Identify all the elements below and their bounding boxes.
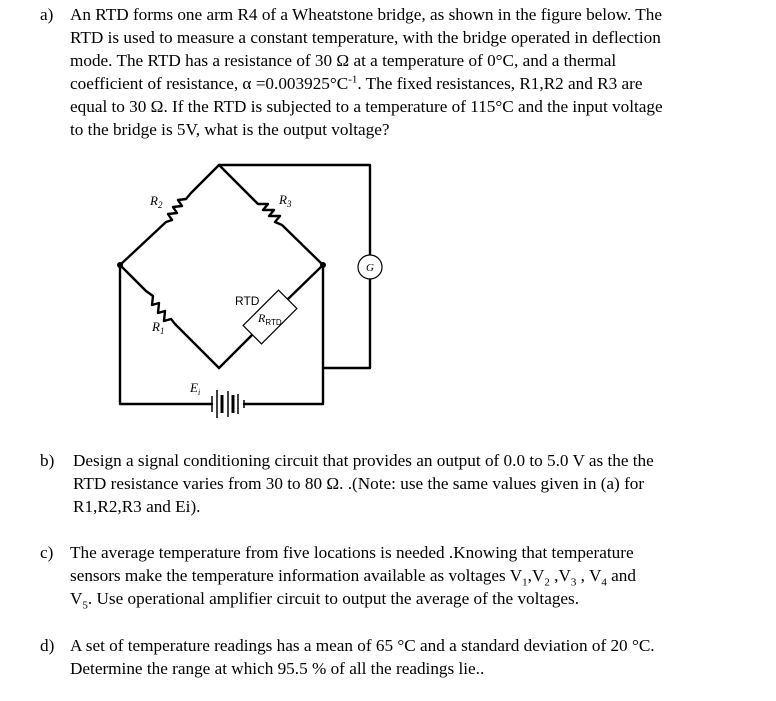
question-a-label: a)	[40, 5, 54, 24]
subscript: 1	[522, 576, 528, 589]
exponent: -1	[348, 73, 358, 86]
r3-label: $R_3$	[279, 192, 292, 209]
r1-label: $R_1$	[152, 319, 165, 336]
question-a-line: equal to 30 Ω. If the RTD is subjected to a temperature of 115°C and the input voltage	[70, 97, 663, 116]
node-right	[320, 262, 326, 268]
question-a-line: to the bridge is 5V, what is the output voltage?	[70, 120, 390, 139]
supply-wire	[244, 368, 323, 404]
question-b-line: R1,R2,R3 and Ei).	[73, 497, 201, 516]
node-left	[117, 262, 123, 268]
text-run: . Use operational amplifier circuit to output the average of the voltages.	[87, 589, 580, 608]
source-label: $E_i$	[190, 380, 201, 397]
r1-resistor	[120, 265, 219, 368]
rtd-label: RTD	[235, 294, 260, 308]
question-c-line	[70, 564, 762, 587]
text-run: and	[606, 566, 636, 585]
question-b-line: RTD resistance varies from 30 to 80 Ω. .(Note: use the same values given in (a) for	[73, 474, 645, 493]
question-c-line: The average temperature from five locations is needed .Knowing that temperature	[70, 543, 634, 562]
subscript: 3	[570, 576, 577, 589]
question-b-line: Design a signal conditioning circuit that provides an output of 0.0 to 5.0 V as the the	[73, 451, 654, 470]
question-a-line4-rest: . The fixed resistances, R1,R2 and R3 are	[357, 74, 643, 93]
text-run: ,V	[527, 566, 545, 585]
subscript: 4	[601, 576, 607, 589]
supply-wire	[120, 265, 212, 404]
battery-icon	[212, 390, 244, 418]
text-run: sensors make the temperature information available as voltages V	[70, 566, 523, 585]
question-d-line: Determine the range at which 95.5 % of all the readings lie..	[70, 659, 485, 678]
galvanometer-label: G	[366, 262, 374, 274]
rtd-arm	[219, 335, 252, 368]
text-run: ,V	[549, 566, 571, 585]
rtd-arm	[288, 265, 323, 299]
question-a-line4-start: coefficient of resistance, α =0.003925°C	[70, 74, 349, 93]
text-run: , V	[576, 566, 602, 585]
question-c-text	[70, 541, 762, 610]
rrtd-label: $R_{RTD}$	[258, 311, 282, 327]
question-d-line: A set of temperature readings has a mean of 65 °C and a standard deviation of 20 °C.	[70, 636, 655, 655]
question-b-text	[73, 449, 762, 518]
subscript: 5	[82, 599, 88, 612]
question-c-line	[70, 587, 762, 610]
r2-resistor	[120, 165, 219, 265]
text-run: V	[70, 589, 83, 608]
r2-label: $R_2$	[150, 193, 163, 210]
question-c-label: c)	[40, 543, 54, 562]
question-a-line: An RTD forms one arm R4 of a Wheatstone bridge, as shown in the figure below. The	[70, 5, 662, 24]
question-a-line: RTD is used to measure a constant temperature, with the bridge operated in deflection	[70, 28, 661, 47]
question-d-label: d)	[40, 636, 55, 655]
question-d-text	[70, 634, 762, 680]
question-b-label: b)	[40, 451, 55, 470]
subscript: 2	[544, 576, 550, 589]
r3-resistor	[219, 165, 323, 265]
galvanometer-wire	[219, 165, 370, 256]
question-a-line: mode. The RTD has a resistance of 30 Ω at a temperature of 0°C, and a thermal	[70, 51, 617, 70]
galvanometer-wire	[323, 265, 370, 368]
